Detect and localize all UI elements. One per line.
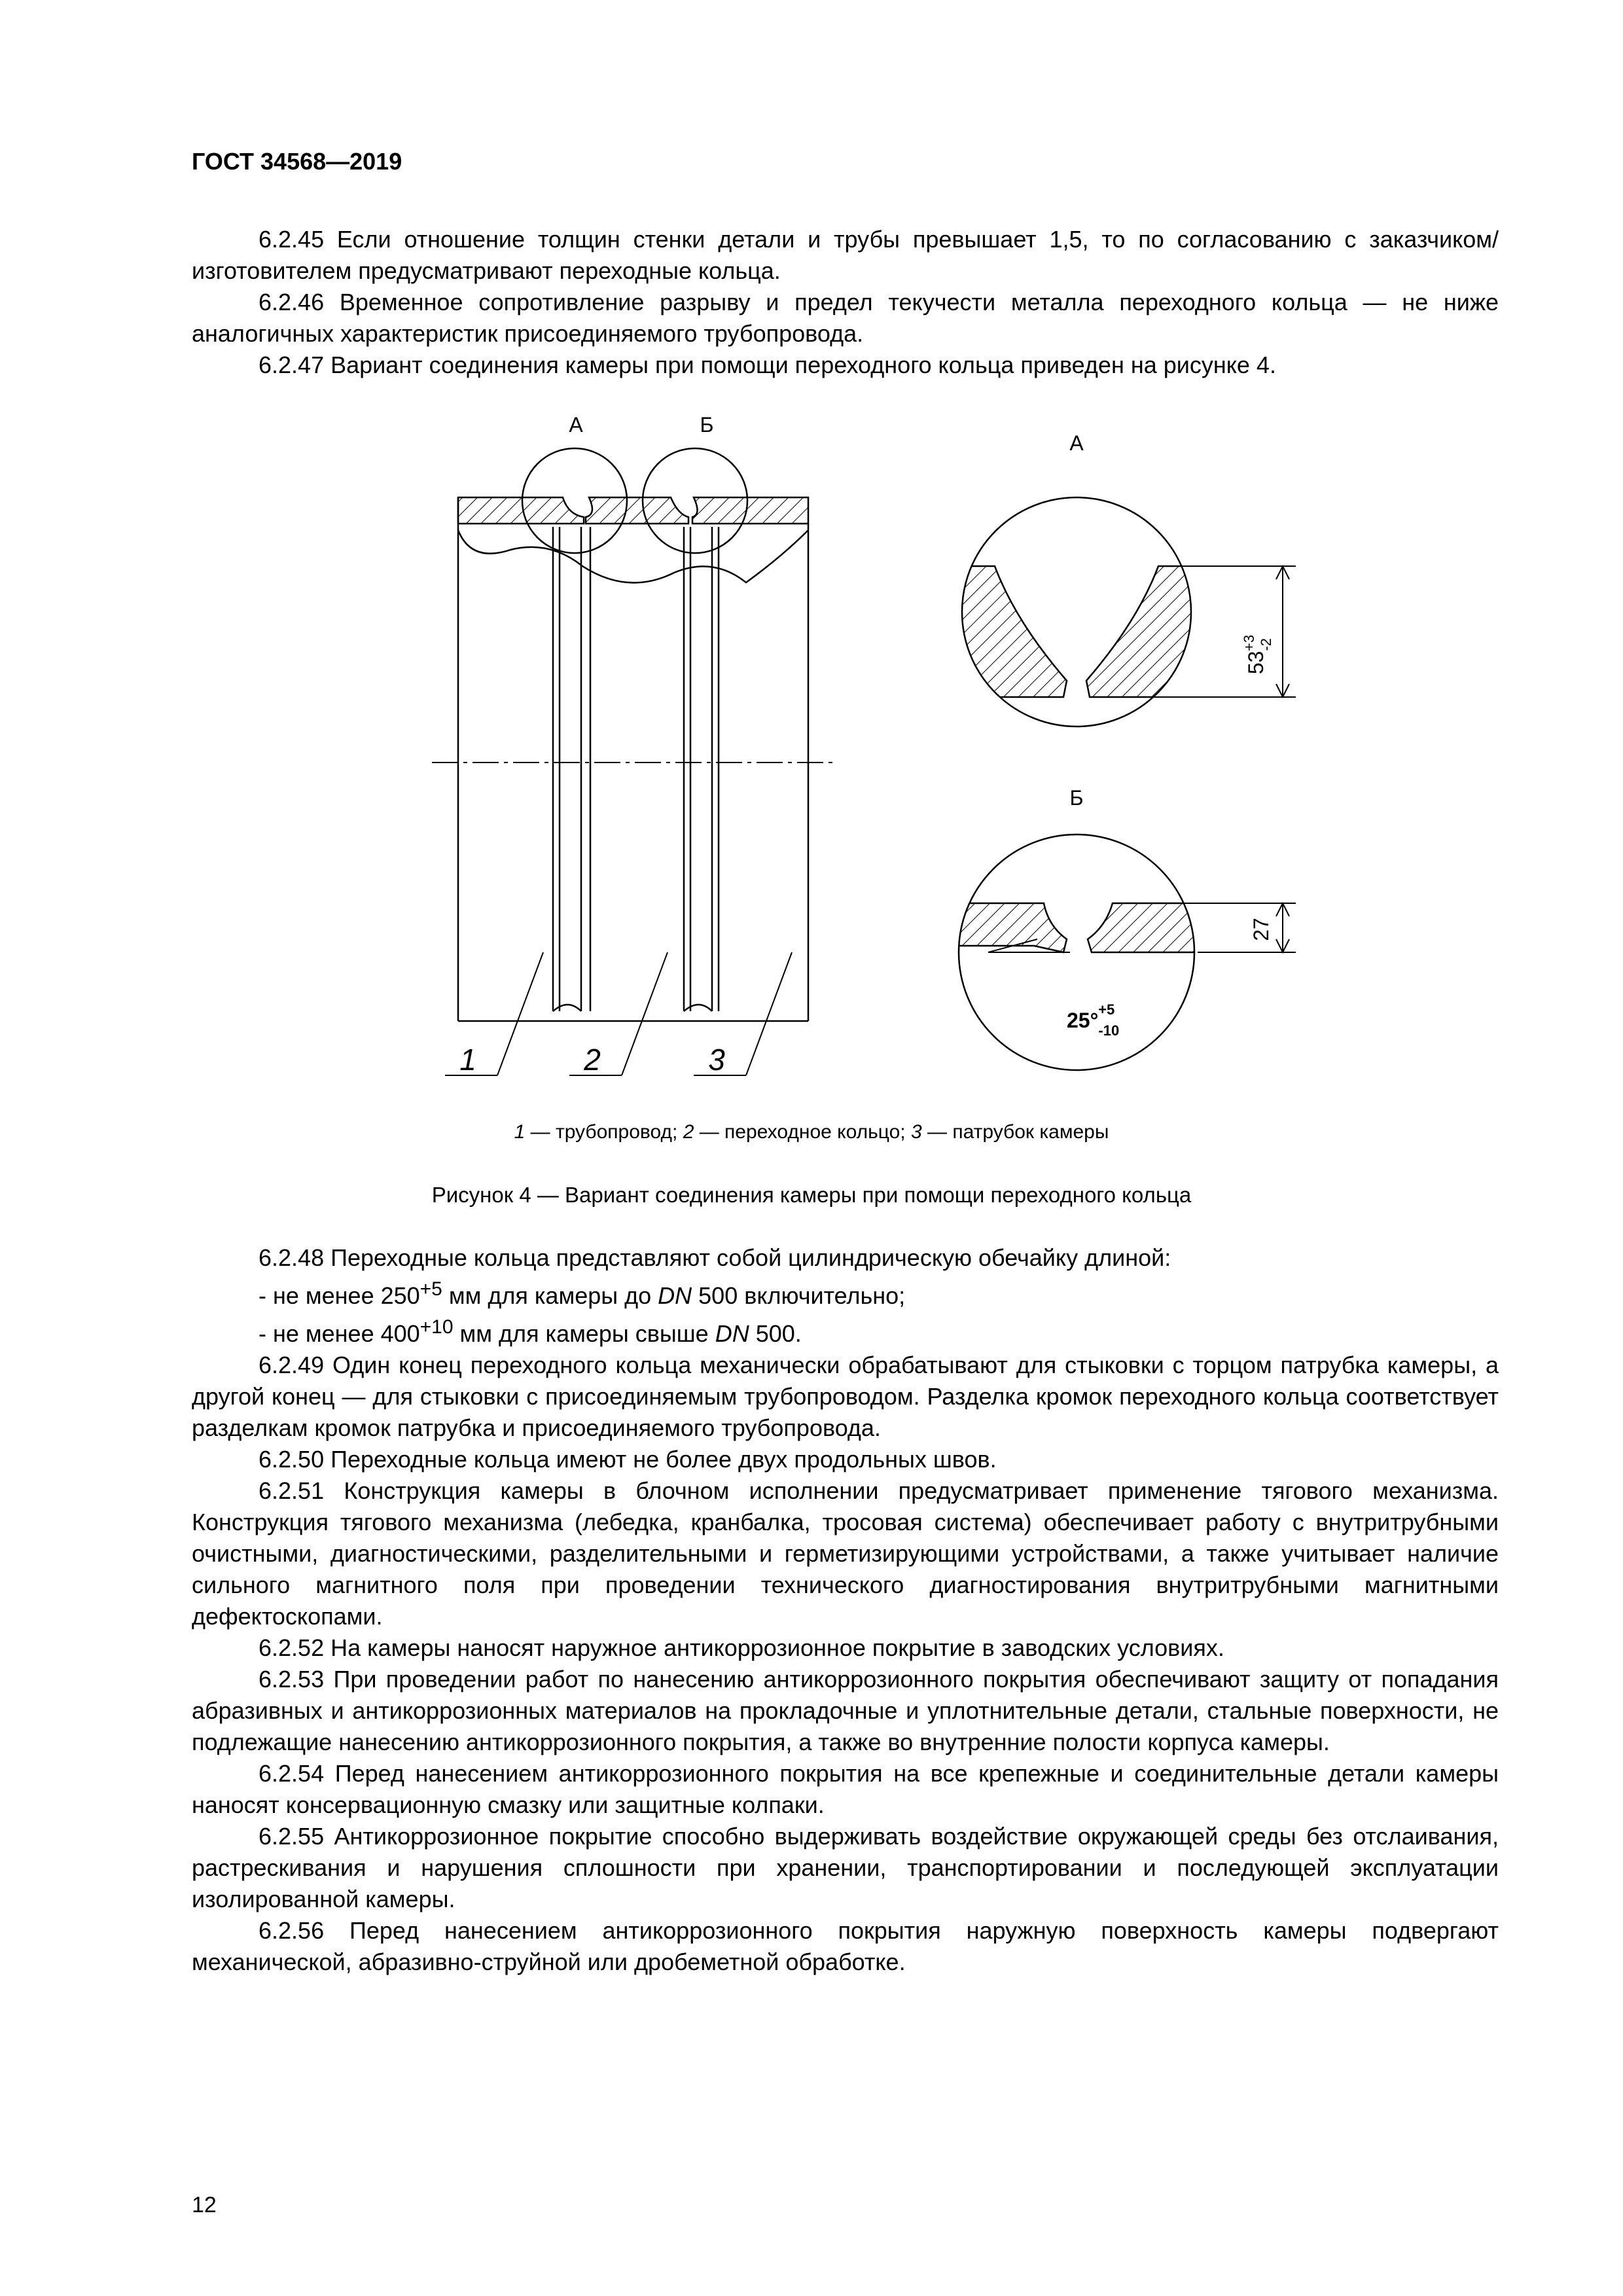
- paragraph-6-2-55: 6.2.55 Антикоррозионное покрытие способно выдерживать воздействие окружающей среды без отслаивания, растрескивания и нарушения сплошности при хранении, транспортировании и последующей эксплуатации изолированной камеры.: [192, 1823, 1499, 1912]
- view-label-b: Б: [700, 413, 714, 437]
- text-block-top: [192, 224, 1499, 381]
- paragraph-6-2-51: 6.2.51 Конструкция камеры в блочном исполнении предусматривает применение тягового механизма. Конструкция тягового механизма (лебедка, кранбалка, тросовая система) обеспечивает работу с внутритрубными очистными, диагностическими, разделительными и герметизирующими устройствами, а также учитывает наличие сильного магнитного поля при проведении технического диагностирования внутритрубными магнитными дефектоскопами.: [192, 1477, 1499, 1630]
- paragraph-6-2-53: 6.2.53 При проведении работ по нанесению антикоррозионного покрытия обеспечивают защиту от попадания абразивных и антикоррозионных материалов на прокладочные и уплотнительные детали, стальные поверхности, не подлежащие нанесению антикоррозионного покрытия, а также во внутренние полости корпуса камеры.: [192, 1666, 1499, 1755]
- figure-legend: 1 — трубопровод; 2 — переходное кольцо; 3 — патрубок камеры: [514, 1121, 1109, 1143]
- break-line: [458, 530, 808, 583]
- pipe-drawing: [432, 448, 838, 1075]
- paragraph-6-2-54: 6.2.54 Перед нанесением антикоррозионного покрытия на все крепежные и соединительные детали камеры наносят консервационную смазку или защитные колпаки.: [192, 1760, 1499, 1818]
- paragraph-6-2-45: 6.2.45 Если отношение толщин стенки детали и трубы превышает 1,5, то по согласованию с заказчиком/изготовителем предусматривают переходные кольца.: [192, 226, 1499, 284]
- wall-nozzle-3: [692, 497, 808, 524]
- dimension-a: $53_{-2}+3$: [1241, 634, 1274, 675]
- list-item-1: - не менее $250^{+5}$ мм для камеры до DN 500 включительно;: [259, 1278, 906, 1309]
- figure-4-drawing: [419, 393, 1296, 1113]
- detail-title-a: А: [1069, 431, 1084, 455]
- list-item-2: - не менее $400^{+10}$ мм для камеры свыше DN 500.: [259, 1316, 802, 1347]
- paragraph-6-2-52: 6.2.52 На камеры наносят наружное антикоррозионное покрытие в заводских условиях.: [259, 1634, 1224, 1661]
- figure-caption: Рисунок 4 — Вариант соединения камеры при помощи переходного кольца: [431, 1183, 1192, 1207]
- callout-1: 1: [459, 1043, 476, 1077]
- view-label-a: А: [569, 413, 583, 437]
- paragraph-6-2-47: 6.2.47 Вариант соединения камеры при помощи переходного кольца приведен на рисунке 4.: [259, 351, 1276, 378]
- detail-b: [955, 834, 1296, 1070]
- wall-ring-2: [586, 497, 688, 524]
- paragraph-6-2-49: 6.2.49 Один конец переходного кольца механически обрабатывают для стыковки с торцом патрубка камеры, а другой конец — для стыковки с присоединяемым трубопроводом. Разделка кромок переходного кольца соответствует разделкам кромок патрубка и присоединяемого трубопровода.: [192, 1352, 1499, 1441]
- detail-title-b: Б: [1069, 786, 1084, 810]
- wall-pipe-1: [458, 497, 584, 524]
- paragraph-6-2-56: 6.2.56 Перед нанесением антикоррозионного покрытия наружную поверхность камеры подвергают механической, абразивно-струйной или дробеметной обработке.: [192, 1917, 1499, 1975]
- callout-2: 2: [584, 1043, 601, 1077]
- document-header: ГОСТ 34568—2019: [192, 148, 402, 175]
- callout-3: 3: [708, 1043, 725, 1077]
- text-block-bottom: [192, 1242, 1499, 1978]
- detail-a: [955, 497, 1296, 726]
- page-number: 12: [192, 2193, 217, 2217]
- paragraph-6-2-46: 6.2.46 Временное сопротивление разрыву и предел текучести металла переходного кольца — не ниже аналогичных характеристик присоединяемого трубопровода.: [192, 289, 1499, 347]
- paragraph-6-2-48: 6.2.48 Переходные кольца представляют собой цилиндрическую обечайку длиной:: [259, 1244, 1171, 1271]
- angle-dimension: $25^\circ_{-10}+5$: [1067, 1001, 1120, 1039]
- paragraph-6-2-50: 6.2.50 Переходные кольца имеют не более двух продольных швов.: [259, 1446, 997, 1473]
- dimension-b: 27: [1249, 918, 1273, 941]
